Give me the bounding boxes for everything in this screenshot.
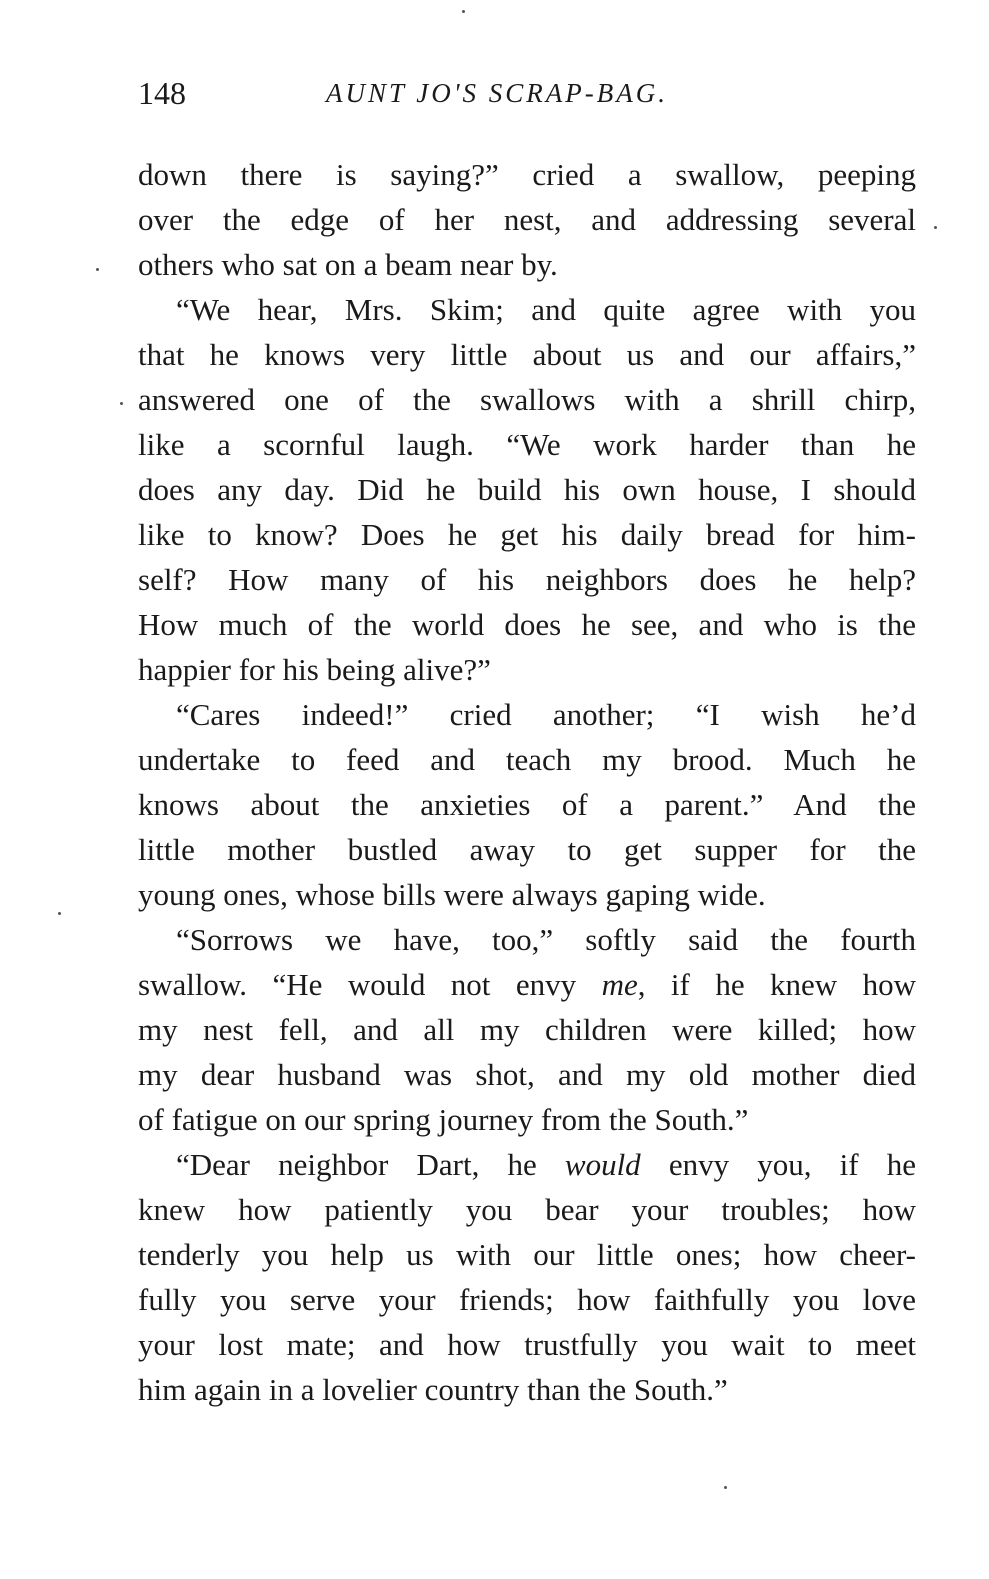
italic-word: would	[564, 1147, 641, 1182]
text-line: “Cares indeed!” cried another; “I wish he’d	[176, 697, 916, 732]
text-line: him again in a lovelier country than the South.”	[138, 1372, 728, 1407]
text-run: , if he knew how	[637, 967, 916, 1002]
text-line: undertake to feed and teach my brood. Much he	[138, 742, 916, 777]
text-line: of fatigue on our spring journey from the South.”	[138, 1102, 749, 1137]
text-line: young ones, whose bills were always gaping wide.	[138, 877, 766, 912]
print-speck	[120, 402, 123, 405]
running-title: AUNT JO'S SCRAP-BAG.	[326, 78, 668, 108]
text-line: your lost mate; and how trustfully you wait to meet	[138, 1327, 916, 1362]
text-line: tenderly you help us with our little ones; how cheer-	[138, 1237, 916, 1272]
text-line: answered one of the swallows with a shrill chirp,	[138, 382, 916, 417]
text-line: others who sat on a beam near by.	[138, 247, 558, 282]
text-line: that he knows very little about us and our affairs,”	[138, 337, 916, 372]
text-line	[138, 1142, 916, 1187]
print-speck	[724, 1486, 727, 1489]
text-run: “Dear neighbor Dart, he	[176, 1147, 537, 1182]
text-run: envy you, if he	[640, 1147, 916, 1182]
text-line: down there is saying?” cried a swallow, peeping	[138, 157, 916, 192]
body-text	[138, 152, 916, 1412]
text-run: swallow. “He would not envy	[138, 967, 577, 1002]
text-line: happier for his being alive?”	[138, 652, 491, 687]
text-line: my dear husband was shot, and my old mother died	[138, 1057, 916, 1092]
text-line: like a scornful laugh. “We work harder than he	[138, 427, 916, 462]
page-header	[138, 68, 918, 118]
text-line: does any day. Did he build his own house, I should	[138, 472, 916, 507]
text-line: self? How many of his neighbors does he help?	[138, 562, 916, 597]
print-speck	[96, 268, 99, 271]
text-line: little mother bustled away to get supper for the	[138, 832, 916, 867]
text-line: over the edge of her nest, and addressing several	[138, 202, 916, 237]
text-line: knew how patiently you bear your troubles; how	[138, 1192, 916, 1227]
print-speck	[462, 10, 465, 13]
print-speck	[934, 226, 937, 229]
text-line: knows about the anxieties of a parent.” And the	[138, 787, 916, 822]
print-speck	[58, 912, 61, 915]
page-number: 148	[138, 75, 186, 111]
text-line	[138, 962, 916, 1007]
text-line: “Sorrows we have, too,” softly said the fourth	[176, 922, 916, 957]
text-line: “We hear, Mrs. Skim; and quite agree with you	[176, 292, 916, 327]
italic-word: me	[601, 967, 638, 1002]
text-line: like to know? Does he get his daily bread for him-	[138, 517, 916, 552]
text-line: my nest fell, and all my children were killed; how	[138, 1012, 916, 1047]
text-line: How much of the world does he see, and who is the	[138, 607, 916, 642]
text-line: fully you serve your friends; how faithfully you love	[138, 1282, 916, 1317]
